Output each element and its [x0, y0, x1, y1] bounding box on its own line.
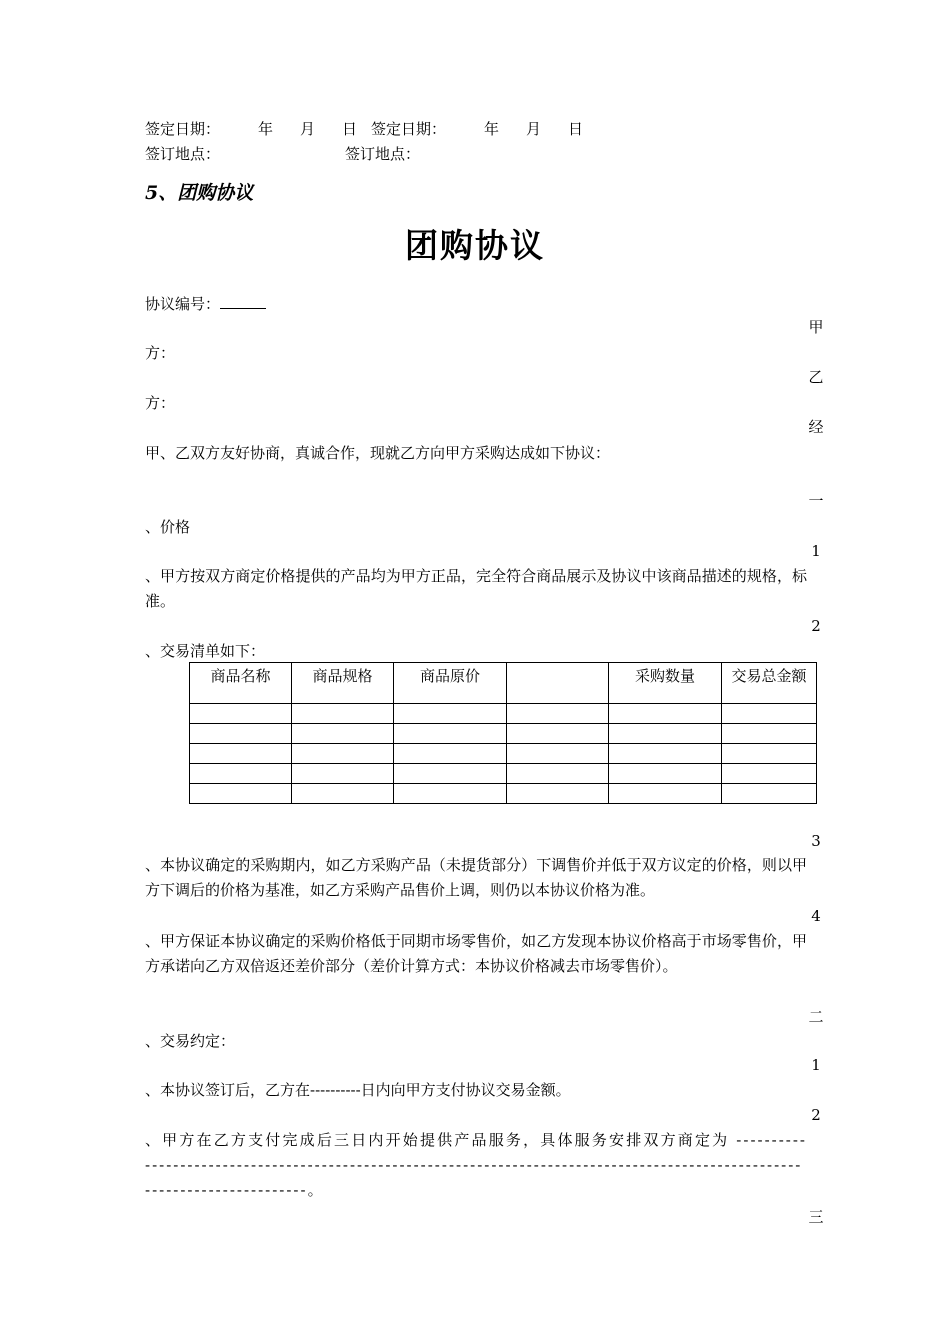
table-row: [190, 784, 817, 804]
party-b-marker: 乙: [808, 368, 824, 386]
table-cell: [190, 764, 292, 784]
trade-list-table: [189, 662, 817, 804]
item-3-text: 、本协议确定的采购期内，如乙方采购产品（未提货部分）下调售价并低于双方议定的价格，则以甲方下调后的价格为基准，如乙方采购产品售价上调，则仍以本协议价格为准。: [145, 856, 807, 899]
party-a-label: 方：: [145, 344, 176, 362]
table-header-cell: 商品名称: [190, 663, 292, 704]
agreement-number-blank: [220, 294, 266, 309]
item-2-2-text: 、甲方在乙方支付完成后三日内开始提供产品服务，具体服务安排双方商定为 ------------------------------------------------------------------------------------------------------------------------------。: [145, 1131, 807, 1199]
sign-month-left: 月: [300, 120, 316, 138]
sign-date-label-left: 签定日期：: [145, 120, 221, 138]
item-1-text: 、甲方按双方商定价格提供的产品均为甲方正品，完全符合商品展示及协议中该商品描述的规格，标准。: [145, 567, 807, 610]
table-row: [190, 764, 817, 784]
table-cell: [190, 704, 292, 724]
section-heading: 5、团购协议: [145, 182, 254, 204]
item-2-1-text: 、本协议签订后，乙方在----------日内向甲方支付协议交易金额。: [145, 1081, 571, 1099]
section-1-number: 一: [808, 492, 824, 510]
section-3-number: 三: [808, 1208, 824, 1226]
section-2-number: 二: [808, 1008, 824, 1026]
table-cell: [394, 724, 507, 744]
table-cell: [722, 744, 817, 764]
sign-day-right: 日: [568, 120, 584, 138]
table-row: [190, 724, 817, 744]
item-4-number: 4: [811, 907, 821, 925]
sign-place-label-left: 签订地点：: [145, 145, 221, 163]
agreement-number: [145, 293, 266, 314]
manager-marker: 经: [808, 418, 824, 436]
table-row: [190, 704, 817, 724]
table-cell: [394, 764, 507, 784]
table-cell: [507, 724, 609, 744]
table-cell: [292, 744, 394, 764]
item-2-1-number: 1: [811, 1056, 821, 1074]
table-cell: [507, 784, 609, 804]
table-cell: [722, 764, 817, 784]
table-header-cell: 交易总金额: [722, 663, 817, 704]
table-header-cell: 采购数量: [609, 663, 722, 704]
table-cell: [609, 724, 722, 744]
sign-day-left: 日: [342, 120, 358, 138]
table-header-cell: 商品原价: [394, 663, 507, 704]
table-header-cell: 商品规格: [292, 663, 394, 704]
sign-place-label-right: 签订地点：: [345, 145, 421, 163]
table-cell: [609, 744, 722, 764]
table-cell: [722, 724, 817, 744]
table-cell: [292, 784, 394, 804]
table-cell: [394, 784, 507, 804]
table-cell: [609, 764, 722, 784]
table-cell: [394, 744, 507, 764]
table-cell: [394, 704, 507, 724]
table-cell: [190, 784, 292, 804]
section-1-title: 、价格: [145, 518, 191, 536]
table-cell: [507, 764, 609, 784]
table-cell: [292, 724, 394, 744]
table-header-cell: [507, 663, 609, 704]
table-row: [190, 744, 817, 764]
section-2-title: 、交易约定：: [145, 1032, 236, 1050]
item-4-text: 、甲方保证本协议确定的采购价格低于同期市场零售价，如乙方发现本协议价格高于市场零售价，甲方承诺向乙方双倍返还差价部分（差价计算方式：本协议价格减去市场零售价）。: [145, 932, 807, 975]
table-cell: [190, 744, 292, 764]
table-cell: [292, 704, 394, 724]
intro-text: 甲、乙双方友好协商，真诚合作，现就乙方向甲方采购达成如下协议：: [145, 444, 611, 462]
item-3-number: 3: [811, 832, 821, 850]
table-cell: [190, 724, 292, 744]
table-header-row: [190, 663, 817, 704]
item-2-2-number: 2: [811, 1106, 821, 1124]
item-2-number: 2: [811, 617, 821, 635]
sign-year-right: 年: [484, 120, 500, 138]
agreement-number-label: 协议编号：: [145, 295, 221, 313]
table-cell: [722, 704, 817, 724]
table-cell: [292, 764, 394, 784]
party-a-marker: 甲: [808, 318, 824, 336]
table-cell: [609, 704, 722, 724]
table-cell: [722, 784, 817, 804]
party-b-label: 方：: [145, 394, 176, 412]
sign-date-label-right: 签定日期：: [371, 120, 447, 138]
document-title: 团购协议: [405, 226, 545, 265]
table-cell: [507, 704, 609, 724]
table-cell: [609, 784, 722, 804]
table-cell: [507, 744, 609, 764]
item-2-text: 、交易清单如下：: [145, 642, 266, 660]
item-1-number: 1: [811, 542, 821, 560]
sign-month-right: 月: [526, 120, 542, 138]
sign-year-left: 年: [258, 120, 274, 138]
